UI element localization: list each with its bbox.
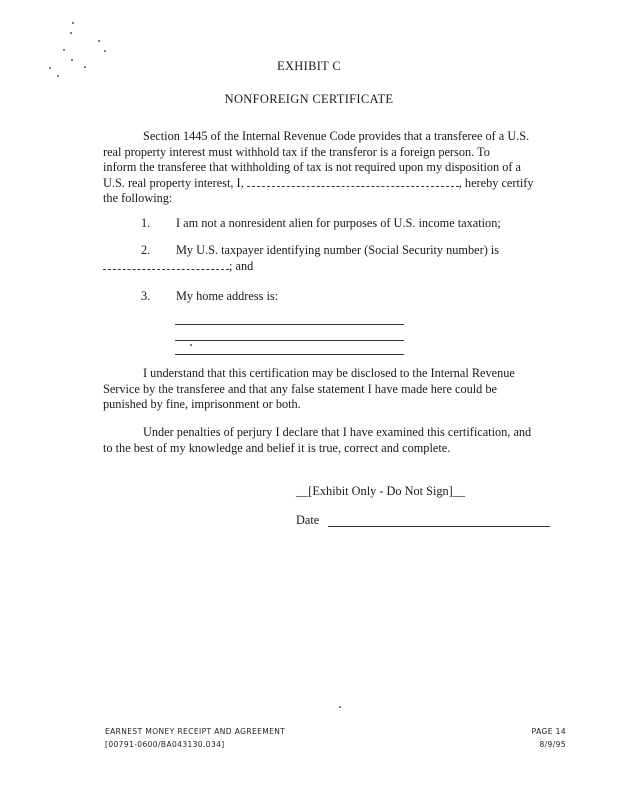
footer-left — [105, 727, 285, 749]
disclosure-line: I understand that this certification may be disclosed to the Internal Revenue — [143, 366, 515, 380]
scan-speck — [339, 706, 341, 708]
scan-speck — [190, 344, 192, 346]
address-line — [175, 354, 404, 355]
item-continuation: ; and — [229, 259, 254, 273]
date-label: Date — [296, 513, 320, 527]
perjury-paragraph — [103, 425, 558, 456]
item-number: 2. — [141, 243, 151, 257]
intro-line-end: , hereby certify — [458, 175, 534, 190]
scan-speck — [104, 50, 106, 52]
disclosure-line: Service by the transferee and that any false statement I have made here could be — [103, 381, 498, 396]
scan-speck — [72, 22, 74, 24]
intro-line: inform the transferee that withholding of tax is not required upon my disposition of a — [103, 160, 522, 174]
intro-paragraph — [103, 129, 558, 207]
taxpayer-id-line — [103, 259, 253, 274]
signature-note: __[Exhibit Only - Do Not Sign]__ — [296, 484, 466, 498]
footer-right — [532, 727, 566, 749]
intro-line-start: U.S. real property interest, I, — [103, 175, 244, 190]
footer-page-number: PAGE 14 — [531, 727, 566, 736]
intro-line: Section 1445 of the Internal Revenue Code provides that a transferee of a U.S. — [143, 129, 530, 143]
footer-document-title: EARNEST MONEY RECEIPT AND AGREEMENT — [105, 727, 286, 736]
certificate-title: NONFOREIGN CERTIFICATE — [224, 92, 394, 106]
item-text: My U.S. taxpayer identifying number (Social Security number) is — [176, 243, 500, 257]
item-text: My home address is: — [176, 289, 279, 303]
disclosure-paragraph — [103, 366, 558, 413]
disclosure-line: punished by fine, imprisonment or both. — [103, 397, 301, 411]
address-line — [175, 340, 404, 341]
intro-line-with-blank — [103, 176, 558, 192]
item-number: 1. — [141, 216, 151, 230]
taxpayer-id-blank — [103, 259, 229, 270]
intro-line: the following: — [103, 191, 173, 205]
scan-speck — [63, 49, 65, 51]
scan-speck — [70, 32, 72, 34]
footer-date: 8/9/95 — [539, 740, 566, 749]
scan-speck — [57, 75, 59, 77]
name-blank — [247, 176, 459, 187]
address-line — [175, 324, 404, 325]
scan-speck — [98, 40, 100, 42]
intro-line: real property interest must withhold tax if the transferor is a foreign person. To — [103, 144, 490, 159]
item-text: I am not a nonresident alien for purposes of U.S. income taxation; — [176, 216, 501, 230]
footer-document-code: [00791-0600/BA043130.034] — [105, 740, 225, 749]
perjury-line: Under penalties of perjury I declare that I have examined this certification, and — [143, 425, 532, 439]
date-line — [328, 526, 550, 527]
perjury-line: to the best of my knowledge and belief it is true, correct and complete. — [103, 440, 451, 455]
item-number: 3. — [141, 289, 151, 303]
exhibit-title: EXHIBIT C — [277, 59, 341, 73]
